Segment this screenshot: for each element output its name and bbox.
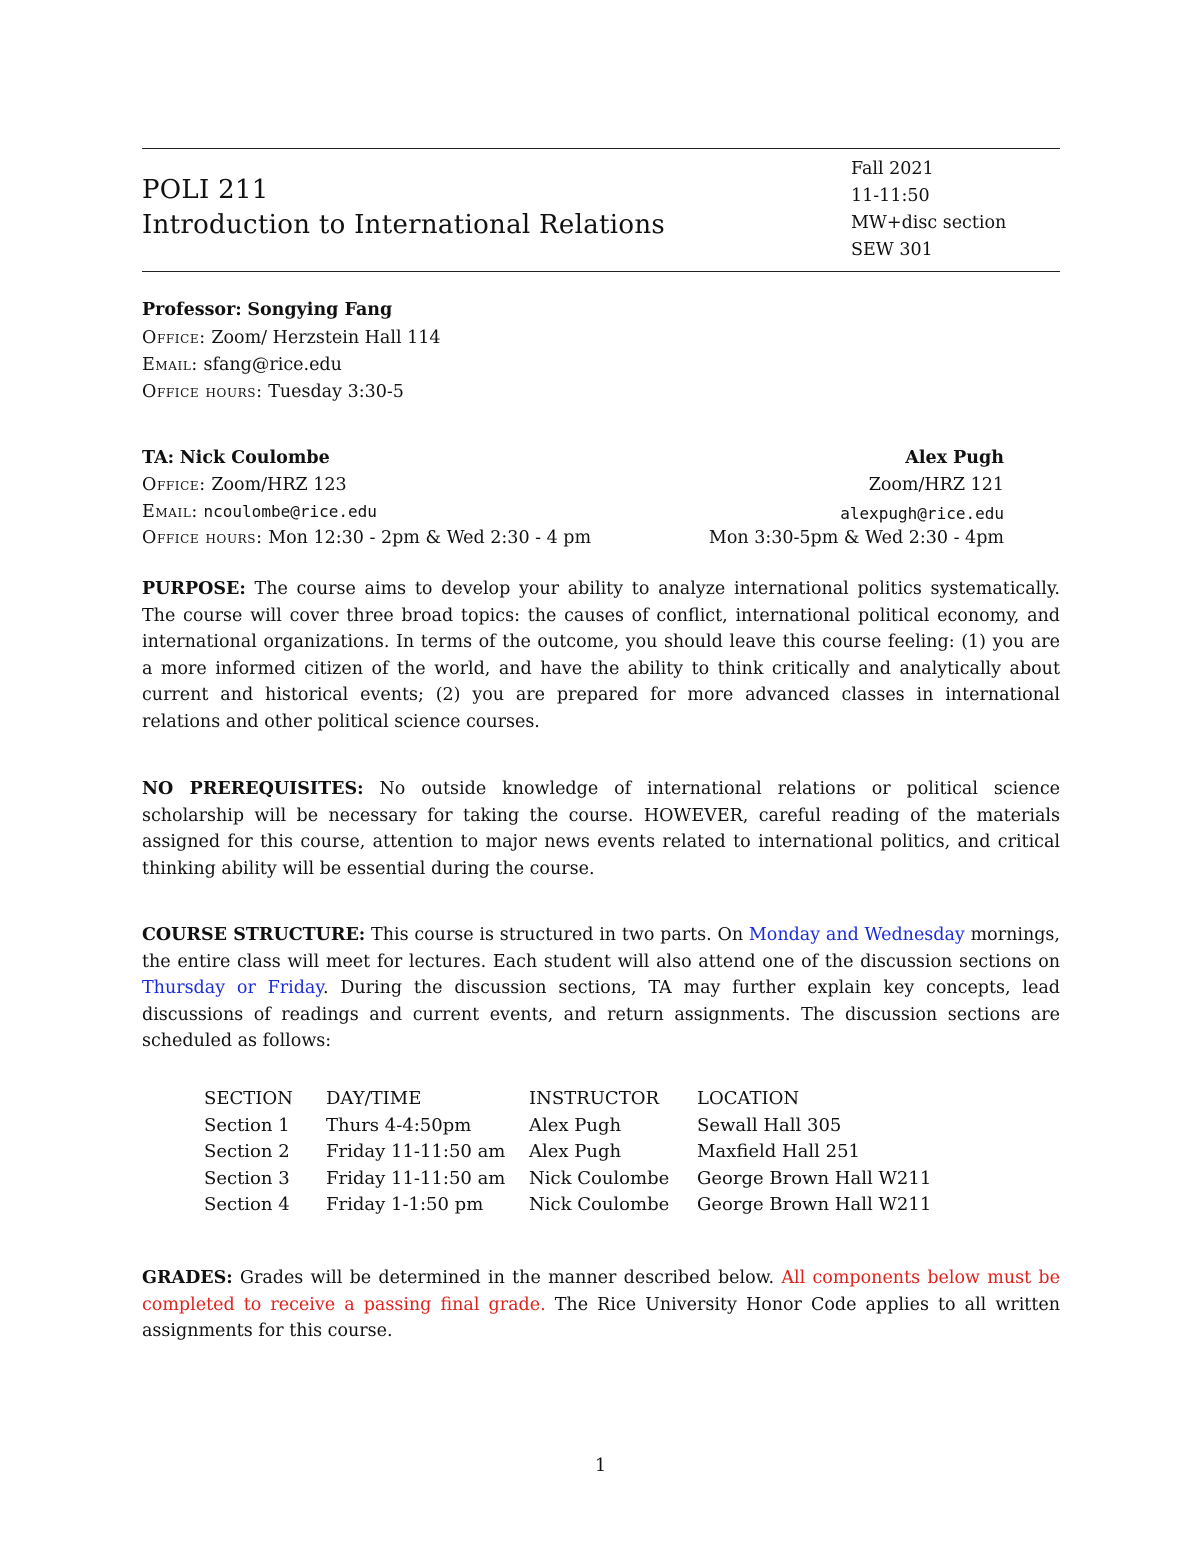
table-cell: George Brown Hall W211 (697, 1167, 932, 1189)
table-header-cell: INSTRUCTOR (529, 1088, 660, 1109)
table-cell: Maxfield Hall 251 (697, 1141, 860, 1163)
professor-email[interactable]: sfang@rice.edu (203, 355, 342, 375)
ta2-hours: Mon 3:30-5pm & Wed 2:30 - 4pm (708, 528, 1004, 548)
grades-text-2: The Rice University Honor Code applies to all written assignments for this course. (142, 1294, 1060, 1342)
grades-heading: GRADES: (142, 1268, 233, 1288)
ta1-name: Nick Coulombe (179, 448, 330, 468)
table-cell: Friday 11-11:50 am (326, 1141, 506, 1163)
structure-heading: COURSE STRUCTURE: (142, 925, 366, 945)
ta1-hours-line (142, 528, 591, 548)
structure-paragraph (142, 922, 1060, 1055)
table-header-cell: DAY/TIME (326, 1088, 422, 1109)
ta1-email-line (142, 502, 377, 522)
table-cell: Friday 11-11:50 am (326, 1167, 506, 1189)
table-row (197, 1115, 931, 1142)
purpose-heading: PURPOSE: (142, 579, 246, 599)
professor-name: Songying Fang (247, 300, 393, 320)
sections-table (197, 1088, 931, 1221)
course-term: Fall 2021 (851, 159, 934, 179)
course-code: POLI 211 (142, 175, 269, 205)
table-header-row (197, 1088, 931, 1115)
table-row (197, 1194, 931, 1221)
course-title: Introduction to International Relations (142, 210, 666, 240)
table-cell: Section 4 (204, 1194, 290, 1216)
prereq-heading: NO PREREQUISITES: (142, 779, 364, 799)
professor-line (142, 300, 392, 320)
prereq-paragraph (142, 776, 1060, 882)
table-cell: Section 1 (204, 1114, 290, 1136)
header-top-rule (142, 148, 1060, 149)
table-cell: Section 2 (204, 1141, 290, 1163)
hours-label: Office hours: (142, 382, 263, 402)
grades-warning: All components below must be completed to receive a passing final grade. (142, 1268, 1060, 1315)
professor-email-line (142, 355, 342, 375)
professor-hours: Tuesday 3:30-5 (268, 382, 404, 402)
purpose-paragraph (142, 576, 1060, 736)
professor-office-line (142, 328, 441, 348)
professor-hours-line (142, 382, 404, 402)
course-room: SEW 301 (851, 240, 933, 260)
grades-text-1: Grades will be determined in the manner described below. (239, 1268, 775, 1288)
ta2-name: Alex Pugh (905, 448, 1004, 468)
ta-hours-label: Office hours: (142, 528, 263, 548)
lecture-days-link[interactable]: Monday and Wednesday (748, 925, 965, 945)
section-days-link[interactable]: Thursday or Friday (142, 978, 323, 999)
ta1-email[interactable]: ncoulombe@rice.edu (203, 502, 377, 521)
table-row (197, 1141, 931, 1168)
table-cell: George Brown Hall W211 (697, 1194, 932, 1216)
page-number: 1 (595, 1456, 607, 1476)
header-bottom-rule (142, 271, 1060, 272)
table-cell: Alex Pugh (529, 1114, 622, 1136)
office-label: Office: (142, 328, 206, 348)
table-cell: Thurs 4-4:50pm (326, 1114, 472, 1136)
ta1-office-line (142, 475, 347, 495)
ta-email-label: Email: (142, 502, 198, 522)
prereq-text: No outside knowledge of international relations or political science scholarship will be necessary for taking the course. HOWEVER, careful reading of the materials assigned for this course, attention to major news events related to international politics, and critical thinking ability will be essential during the course. (142, 779, 1060, 879)
table-cell: Nick Coulombe (529, 1167, 670, 1189)
email-label: Email: (142, 355, 198, 375)
table-cell: Sewall Hall 305 (697, 1114, 842, 1136)
ta-office-label: Office: (142, 475, 206, 495)
course-schedule: MW+disc section (851, 213, 1007, 233)
table-cell: Section 3 (204, 1167, 290, 1189)
ta1-name-line (142, 448, 330, 468)
table-header-cell: SECTION (204, 1088, 293, 1109)
professor-label: Professor: (142, 300, 242, 320)
ta1-hours: Mon 12:30 - 2pm & Wed 2:30 - 4 pm (268, 528, 592, 548)
purpose-text: The course aims to develop your ability to analyze international politics systematically. The course will cover three broad topics: the causes of conflict, international political economy, and international organizations. In terms of the outcome, you should leave this course feeling: (1) you are a more informed citizen of the world, and have the ability to think critically and analytically about current and historical events; (2) you are prepared for more advanced classes in international relations and other political science courses. (142, 579, 1060, 732)
structure-text-3: . During the discussion sections, TA may further explain key concepts, lead discussions of readings and current events, and return assignments. The discussion sections are scheduled as follows: (142, 978, 1060, 1052)
course-time: 11-11:50 (851, 186, 930, 206)
structure-text-1: This course is structured in two parts. On (371, 925, 744, 945)
ta-label: TA: (142, 448, 175, 468)
grades-paragraph (142, 1265, 1060, 1345)
ta1-office: Zoom/HRZ 123 (211, 475, 347, 495)
table-cell: Friday 1-1:50 pm (326, 1194, 484, 1216)
structure-text-2: mornings, the entire class will meet for lectures. Each student will also attend one of the discussion sections on (142, 925, 1060, 972)
professor-office: Zoom/ Herzstein Hall 114 (211, 328, 441, 348)
ta2-email[interactable]: alexpugh@rice.edu (840, 504, 1004, 523)
table-row (197, 1168, 931, 1195)
table-cell: Nick Coulombe (529, 1194, 670, 1216)
table-cell: Alex Pugh (529, 1141, 622, 1163)
table-header-cell: LOCATION (697, 1088, 800, 1109)
ta2-office: Zoom/HRZ 121 (868, 475, 1004, 495)
